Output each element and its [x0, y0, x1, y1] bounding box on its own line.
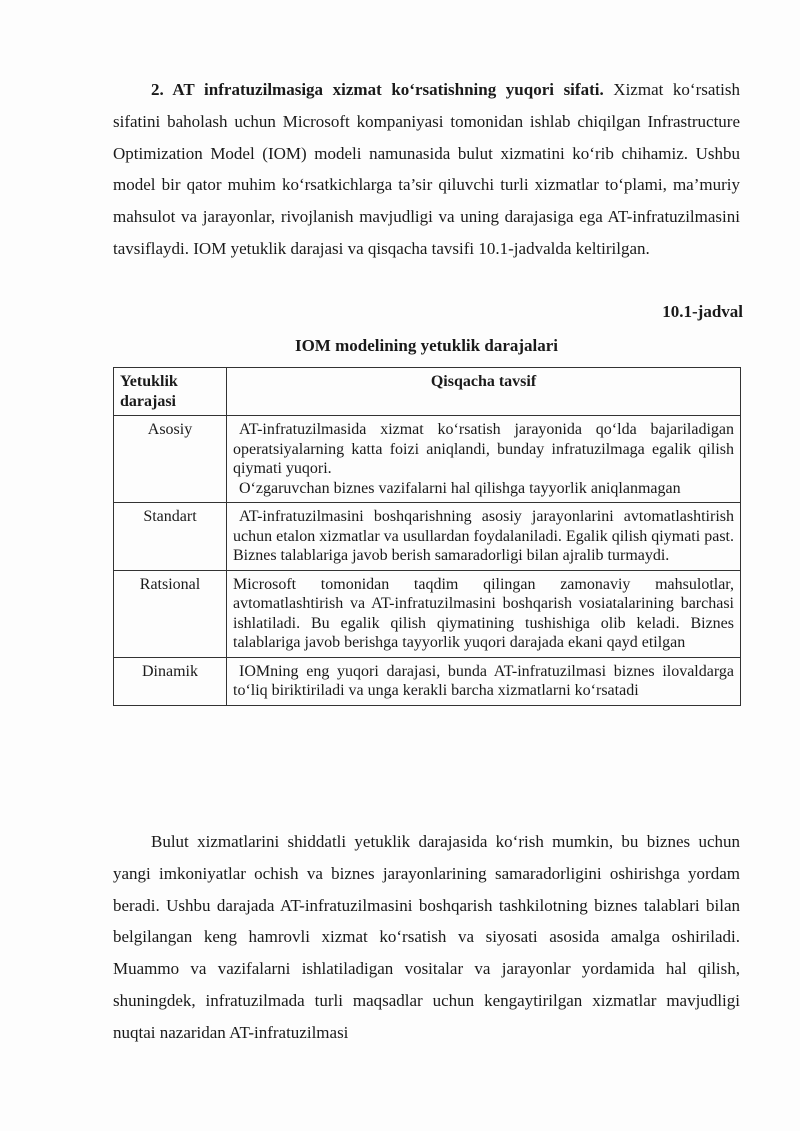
description-text: Microsoft tomonidan taqdim qilingan zamonaviy mahsulotlar, avtomatlashtirish va AT-infratuzilmasini boshqarish vosiatalarining barchasi ishlatiladi. Bu egalik qilish qiymatining tushishiga olib keladi. Biznes talablariga javob berishga tayyorlik yuqori darajada ekani qayd etilgan: [233, 575, 734, 651]
level-cell: Ratsional: [114, 570, 227, 657]
header-level: Yetuklik darajasi: [114, 368, 227, 416]
description-text: IOMning eng yuqori darajasi, bunda AT-infratuzilmasi biznes ilovaldarga to‘liq biriktiriladi va unga kerakli barcha xizmatlarni ko‘rsatadi: [233, 662, 734, 699]
intro-paragraph: [113, 74, 740, 265]
table-row: [114, 503, 741, 571]
description-text: AT-infratuzilmasini boshqarishning asosiy jarayonlarini avtomatlashtirish uchun etalon xizmatlar va usullardan foydalaniladi. Egalik qilish qiymati past. Biznes talablariga javob berish samaradorligi bilan ajralib turmaydi.: [233, 508, 734, 564]
description-cell: [227, 503, 741, 571]
maturity-levels-table: [113, 367, 741, 706]
description-cell: [227, 657, 741, 705]
level-cell: Dinamik: [114, 657, 227, 705]
table-number: 10.1-jadval: [662, 302, 743, 321]
description-cell: [227, 416, 741, 503]
level-cell: Asosiy: [114, 416, 227, 503]
description-text: AT-infratuzilmasida xizmat ko‘rsatish jarayonida qo‘lda bajariladigan operatsiyalarning katta foizi aniqlandi, bunday infratuzilmaga egalik qilish qiymati yuqori.: [233, 421, 734, 477]
table-row: [114, 657, 741, 705]
table-header-row: [114, 368, 741, 416]
description-text-2: O‘zgaruvchan biznes vazifalarni hal qilishga tayyorlik aniqlanmagan: [239, 479, 681, 497]
description-cell: [227, 570, 741, 657]
section-heading: 2. AT infratuzilmasiga xizmat ko‘rsatishning yuqori sifati.: [151, 80, 604, 99]
table-title: IOM modelining yetuklik darajalari: [294, 336, 559, 355]
header-description: Qisqacha tavsif: [227, 368, 741, 416]
level-cell: Standart: [114, 503, 227, 571]
intro-text: Xizmat ko‘rsatish sifatini baholash uchun Microsoft kompaniyasi tomonidan ishlab chiqilgan Infrastructure Optimization Model (IOM) modeli namunasida bulut xizmatini ko‘rib chihamiz. Ushbu model bir qator muhim ko‘rsatkichlarga ta’sir qiluvchi turli xizmatlar to‘plami, ma’muriy mahsulot va jarayonlar, rivojlanish mavjudligi va uning darajasiga ega AT-infratuzilmasini tavsiflaydi. IOM yetuklik darajasi va qisqacha tavsifi 10.1-jadvalda keltirilgan.: [113, 80, 740, 258]
table-row: [114, 416, 741, 503]
table-row: [114, 570, 741, 657]
body-paragraph: Bulut xizmatlarini shiddatli yetuklik darajasida ko‘rish mumkin, bu biznes uchun yangi imkoniyatlar ochish va biznes jarayonlarining samaradorligini oshirishga yordam beradi. Ushbu darajada AT-infratuzilmasini boshqarish tashkilotning biznes talablari bilan belgilangan keng hamrovli xizmat ko‘rsatish va siyosati asosida amalga oshiriladi. Muammo va vazifalarni ishlatiladigan vositalar va jarayonlar yordamida hal qilish, shuningdek, infratuzilmada turli maqsadlar uchun kengaytirilgan xizmatlar mavjudligi nuqtai nazaridan AT-infratuzilmasi: [113, 832, 740, 1042]
